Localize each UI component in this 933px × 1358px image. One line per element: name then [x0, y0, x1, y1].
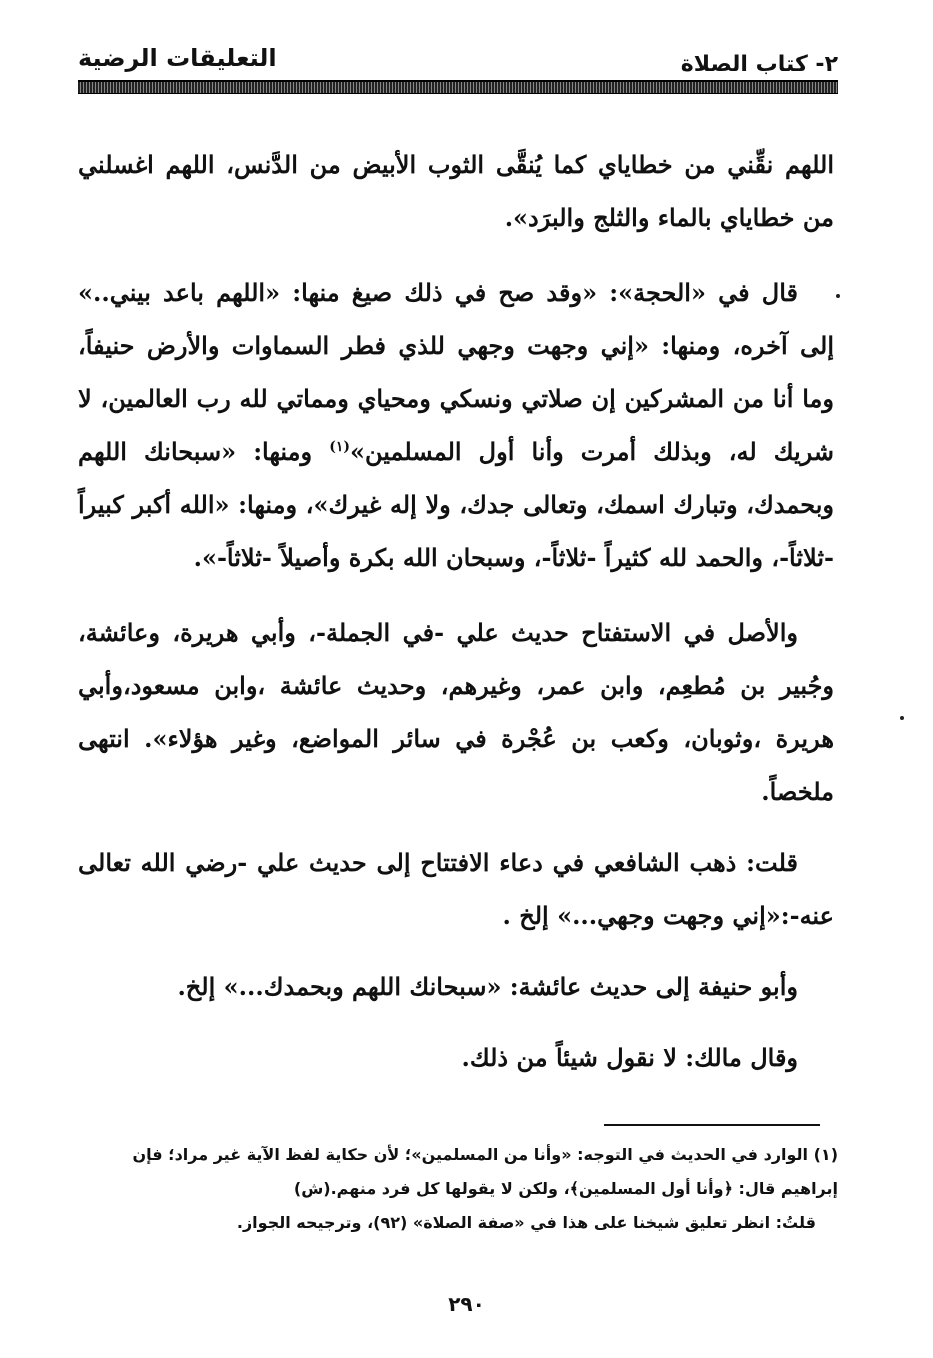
paragraph-2-part-2: ومنها: «سبحانك اللهم وبحمدك، وتبارك اسمك، وتعالى جدك، ولا إله غيرك»، ومنها: «الله أكبر كبيراً -ثلاثاً-، والحمد لله كثيراً -ثلاثاً-، وسبحان الله بكرة وأصيلاً -ثلاثاً-».	[78, 437, 834, 572]
paragraph-2-part-1: قال في «الحجة»: «وقد صح في ذلك صيغ منها: «اللهم باعد بيني..» إلى آخره، ومنها: «إني وجهت وجهي للذي فطر السماوات والأرض حنيفاً، وما أنا من المشركين إن صلاتي ونسكي ومحياي ومماتي لله رب العالمين، لا شريك له، وبذلك أمرت وأنا أول المسلمين»	[78, 278, 835, 466]
footnote-1-line-2: إبراهيم قال: ﴿وأنا أول المسلمين﴾، ولكن لا يقولها كل فرد منهم.(ش)	[293, 1179, 838, 1198]
paragraph-4: قلت: ذهب الشافعي في دعاء الافتتاح إلى حديث علي -رضي الله تعالى عنه-:«إني وجهت وجهي...» إلخ .	[78, 848, 834, 930]
margin-speck	[900, 716, 904, 720]
footnote-separator	[604, 1124, 820, 1126]
running-header	[78, 42, 838, 82]
book-title: التعليقات الرضية	[78, 44, 277, 72]
paragraph-2	[78, 266, 834, 584]
paragraph-6: وقال مالك: لا نقول شيئاً من ذلك.	[461, 1043, 798, 1072]
main-text	[78, 138, 834, 1084]
paragraph-1: اللهم نقِّني من خطاياي كما يُنقَّى الثوب الأبيض من الدَّنس، اللهم اغسلني من خطاياي بالماء والثلج والبرَد».	[78, 150, 834, 232]
footnote-1-line-3: قلتُ: انظر تعليق شيخنا على هذا في «صفة الصلاة» (٩٢)، وترجيحه الجواز.	[236, 1213, 816, 1232]
header-rule	[78, 80, 838, 94]
footnotes	[78, 1138, 838, 1240]
paragraph-3: والأصل في الاستفتاح حديث علي -في الجملة-، وأبي هريرة، وعائشة، وجُبير بن مُطعِم، وابن عمر، وغيرهم، وحديث عائشة ،وابن مسعود،وأبي هريرة ،وثوبان، وكعب بن عُجْرة في سائر المواضع، وغير هؤلاء». انتهى ملخصاً.	[78, 618, 834, 806]
footnote-1-line-1: (١) الوارد في الحديث في التوجه: «وأنا من المسلمين»؛ لأن حكاية لفظ الآية غير مراد؛ فإن	[132, 1145, 838, 1164]
chapter-title: ٢- كتاب الصلاة	[680, 52, 838, 77]
paragraph-5: وأبو حنيفة إلى حديث عائشة: «سبحانك اللهم وبحمدك...» إلخ.	[177, 972, 798, 1001]
margin-speck	[836, 294, 840, 298]
footnote-ref-1[interactable]: (١)	[329, 439, 350, 455]
page-number: ٢٩٠	[448, 1292, 485, 1316]
